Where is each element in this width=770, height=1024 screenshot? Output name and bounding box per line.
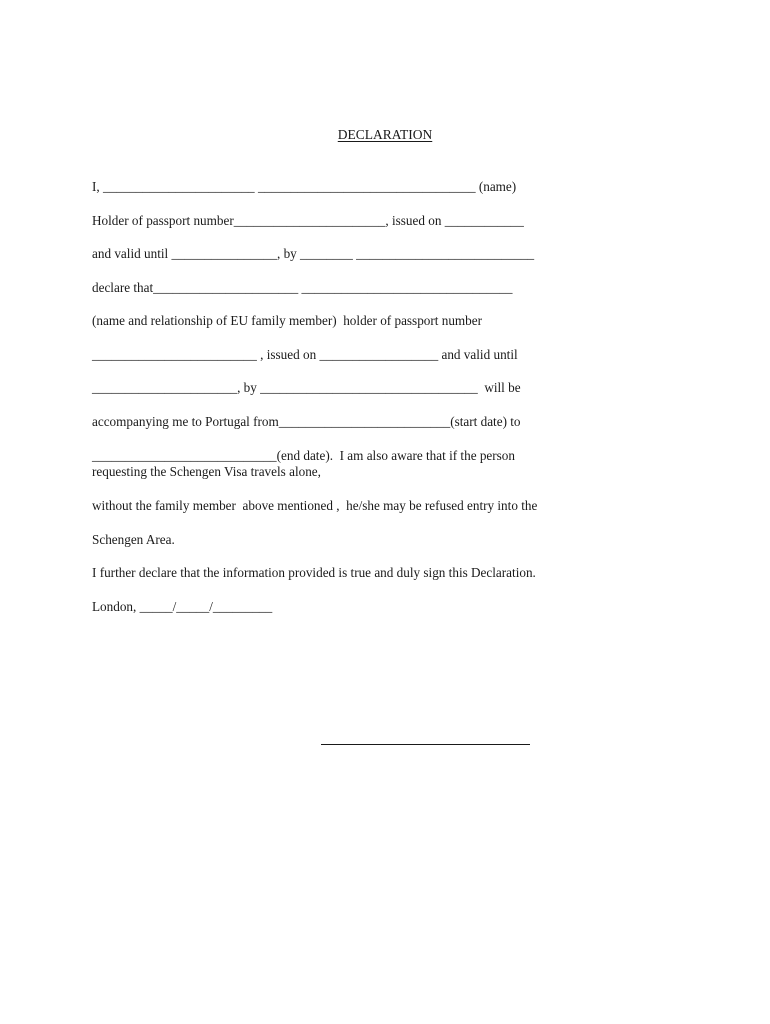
further-declare-line: I further declare that the information provided is true and duly sign this Declaration. [92,565,536,580]
declare-that-line: declare that______________________ ________________________________ [92,280,513,295]
refused-entry-line: without the family member above mentioned , he/she may be refused entry into the [92,498,538,513]
valid-until-line: and valid until ________________, by ________ ___________________________ [92,246,535,261]
schengen-visa-line: requesting the Schengen Visa travels alone, [92,464,321,479]
document-title: DECLARATION [337,127,433,142]
accompanying-line: accompanying me to Portugal from__________________________(start date) to [92,414,521,429]
passport-number-line: Holder of passport number_______________________, issued on ____________ [92,213,524,228]
family-member-line: (name and relationship of EU family member) holder of passport number [92,313,483,328]
place-date-line: London, _____/_____/_________ [92,599,273,614]
member-passport-by-line: ______________________, by _________________________________ will be [92,380,521,395]
member-passport-issued-line: _________________________ , issued on __________________ and valid until [92,347,518,362]
name-line: I, _______________________ _________________________________ (name) [92,179,517,194]
end-date-line: ____________________________(end date). I am also aware that if the person [92,448,515,463]
signature-line [321,744,530,745]
schengen-area-line: Schengen Area. [92,532,175,547]
